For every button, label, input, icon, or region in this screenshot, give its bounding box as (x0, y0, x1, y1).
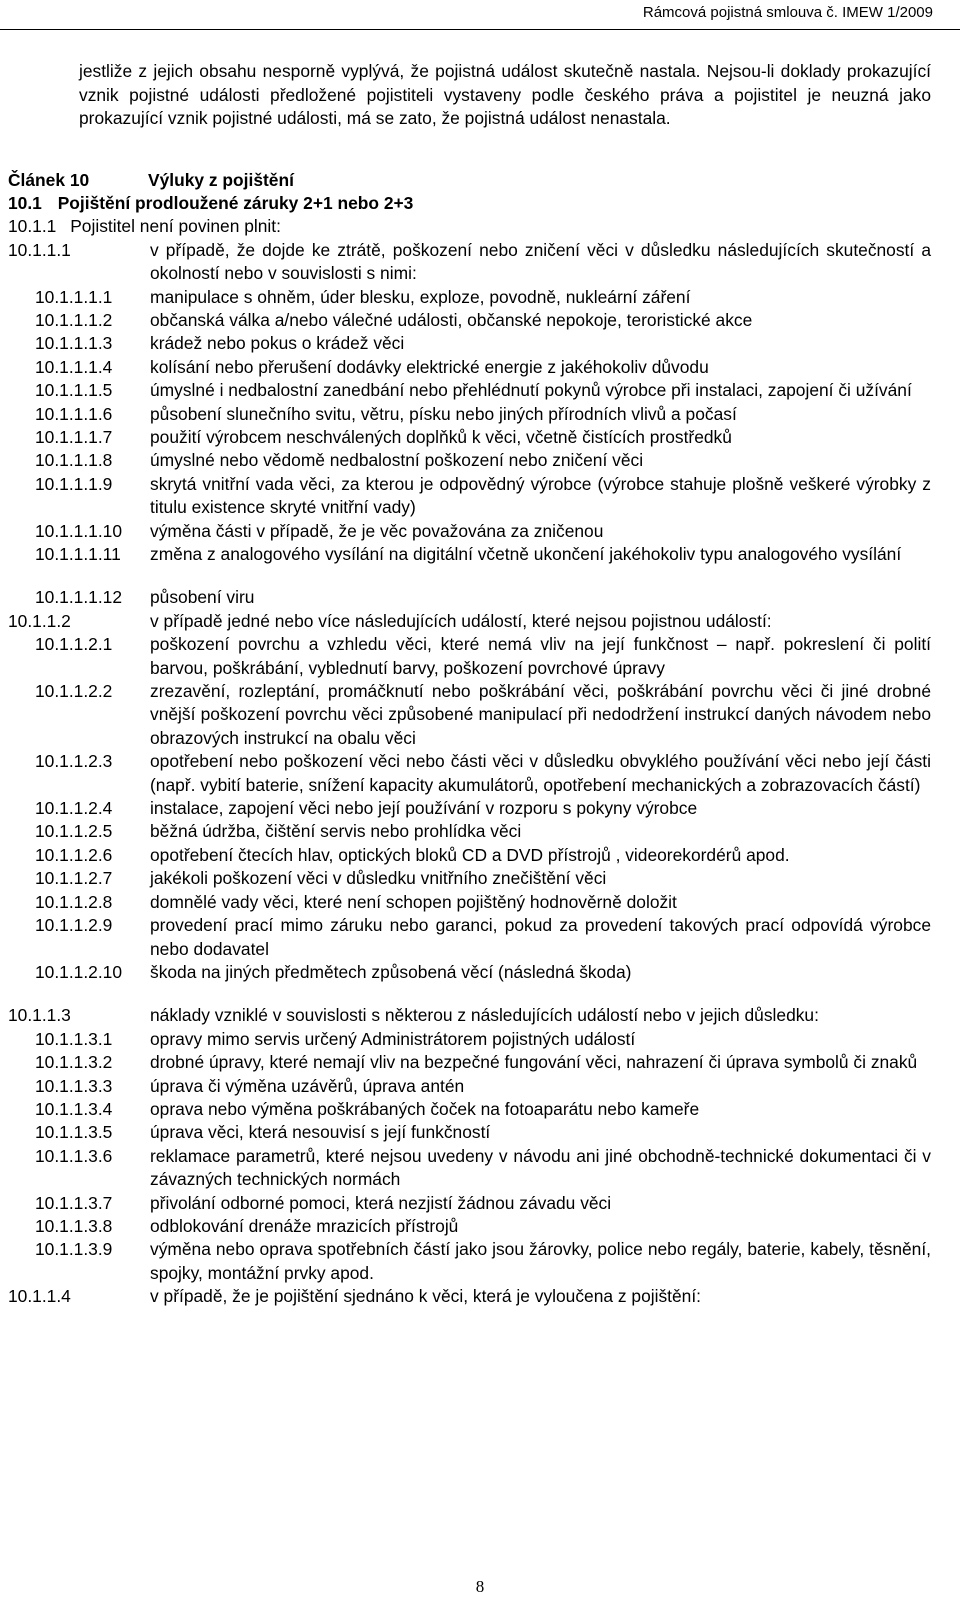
exclusion-item (0, 1238, 960, 1285)
document-header-title: Rámcová pojistná smlouva č. IMEW 1/2009 (642, 4, 933, 21)
item-number: 10.1.1.3.6 (35, 1145, 113, 1166)
exclusion-item (0, 610, 960, 633)
exclusion-item (0, 1098, 960, 1121)
exclusion-item (0, 797, 960, 820)
item-text: krádež nebo pokus o krádež věci (150, 333, 405, 354)
exclusion-item (0, 426, 960, 449)
item-text: opravy mimo servis určený Administrátorem pojistných událostí (150, 1028, 636, 1049)
item-text: odblokování drenáže mrazicích přístrojů (150, 1215, 459, 1236)
section-title: Pojištění prodloužené záruky 2+1 nebo 2+3 (57, 192, 414, 213)
item-text: běžná údržba, čištění servis nebo prohlídka věci (150, 821, 522, 842)
item-number: 10.1.1.2.4 (35, 798, 113, 819)
item-number: 10.1.1.1.6 (35, 403, 113, 424)
exclusion-item (0, 403, 960, 426)
item-number: 10.1.1.3.8 (35, 1215, 113, 1236)
exclusion-item (0, 750, 960, 797)
item-text: instalace, zapojení věci nebo její používání v rozporu s pokyny výrobce (150, 798, 698, 819)
exclusion-item (0, 820, 960, 843)
item-number: 10.1.1.1.3 (35, 333, 113, 354)
item-number: 10.1.1.2.9 (35, 915, 113, 936)
exclusion-item (0, 844, 960, 867)
item-text: opotřebení čtecích hlav, optických bloků CD a DVD přístrojů , videorekordérů apod. (150, 844, 790, 865)
exclusion-item (0, 520, 960, 543)
exclusion-item (0, 1192, 960, 1215)
item-number: 10.1.1.2 (8, 610, 71, 631)
exclusion-item (0, 1285, 960, 1308)
exclusion-item (0, 356, 960, 379)
item-number: 10.1.1.1.7 (35, 426, 113, 447)
item-number: 10.1.1.2.8 (35, 891, 113, 912)
item-number: 10.1.1.1.10 (35, 520, 123, 541)
item-number: 10.1.1.1.8 (35, 450, 113, 471)
item-text: úprava či výměna uzávěrů, úprava antén (150, 1075, 465, 1096)
item-number: 10.1.1.1.11 (35, 544, 121, 564)
item-text: působení slunečního svitu, větru, písku nebo jiných přírodních vlivů a počasí (150, 403, 737, 424)
item-text: použití výrobcem neschválených doplňků k věci, včetně čistících prostředků (150, 426, 732, 447)
item-text: zrezavění, rozleptání, promáčknutí nebo poškrábání věci, poškrábání povrchu věci či jiné drobné vnější poškození povrchu věci způsobené manipulací při nedodržení instrukcí daných návodem nebo obrazových instrukcí na obalu věci (150, 681, 931, 748)
item-text: úprava věci, která nesouvisí s její funkčností (150, 1122, 491, 1143)
exclusion-item (0, 1145, 960, 1192)
item-number: 10.1.1.3.1 (35, 1028, 113, 1049)
item-text: přivolání odborné pomoci, která nezjistí žádnou závadu věci (150, 1192, 612, 1213)
page-number: 8 (475, 1577, 485, 1596)
item-text: úmyslné nebo vědomě nedbalostní poškození nebo zničení věci (150, 450, 644, 471)
item-number: 10.1.1.3.9 (35, 1239, 113, 1260)
item-number: 10.1.1.3.4 (35, 1098, 113, 1119)
item-number: 10.1.1.3.2 (35, 1052, 113, 1073)
exclusion-item (0, 586, 960, 609)
exclusion-item (0, 891, 960, 914)
item-text: drobné úpravy, které nemají vliv na bezpečné fungování věci, nahrazení či úprava symbolů či znaků (150, 1052, 918, 1073)
item-number: 10.1.1.2.2 (35, 681, 113, 702)
item-number: 10.1.1.3 (8, 1005, 71, 1026)
item-number: 10.1.1.1.4 (35, 356, 113, 377)
exclusion-item (0, 1215, 960, 1238)
item-number: 10.1.1.1 (8, 239, 71, 260)
item-text: výměna části v případě, že je věc považována za zničenou (150, 520, 604, 541)
item-number: 10.1.1.1.2 (35, 309, 113, 330)
article-label: Článek 10 (8, 169, 90, 190)
item-text: v případě jedné nebo více následujících událostí, které nejsou pojistnou událostí: (150, 610, 772, 631)
section-heading (8, 192, 960, 215)
item-number: 10.1.1.3.5 (35, 1122, 113, 1143)
exclusion-item (0, 1121, 960, 1144)
item-text: poškození povrchu a vzhledu věci, které nemá vliv na její funkčnost – např. pokreslení či polití barvou, poškrábání, vyblednutí barvy, poškození povrchové úpravy (150, 634, 931, 678)
exclusion-item (0, 867, 960, 890)
item-text: náklady vzniklé v souvislosti s některou z následujících událostí nebo v jejich důsledku: (150, 1005, 819, 1026)
item-number: 10.1.1.3.7 (35, 1192, 113, 1213)
item-text: kolísání nebo přerušení dodávky elektrické energie z jakéhokoliv důvodu (150, 356, 709, 377)
exclusion-item (0, 543, 960, 566)
item-text: v případě, že dojde ke ztrátě, poškození nebo zničení věci v důsledku následujících skutečností a okolností nebo v souvislosti s nimi: (150, 239, 931, 284)
item-number: 10.1.1.1.12 (35, 587, 123, 608)
item-text: působení viru (150, 587, 255, 608)
item-number: 10.1.1.4 (8, 1286, 71, 1307)
item-number: 10.1.1.1.5 (35, 380, 113, 401)
item-text: domnělé vady věci, které není schopen pojištěný hodnověrně doložit (150, 891, 677, 912)
spacer (0, 566, 960, 586)
item-text: změna z analogového vysílání na digitální včetně ukončení jakéhokoliv typu analogového vysílání (150, 544, 902, 564)
exclusion-item (0, 633, 960, 680)
item-text: manipulace s ohněm, úder blesku, exploze, povodně, nukleární záření (150, 286, 691, 307)
intro-paragraph: jestliže z jejich obsahu nesporně vyplývá, že pojistná událost skutečně nastala. Nejsou-li doklady prokazující vznik pojistné události předložené pojistiteli vystaveny podle českého práva a pojistitel je neuzná jako prokazující vznik pojistné události, má se zato, že pojistná událost nenastala. (79, 61, 931, 128)
exclusion-list (0, 239, 960, 1309)
subsection-heading (8, 215, 960, 238)
exclusion-item (0, 961, 960, 984)
item-number: 10.1.1.1.9 (35, 473, 113, 494)
exclusion-item (0, 379, 960, 402)
item-text: provedení prací mimo záruku nebo garanci, pokud za provedení takových prací odpovídá výrobce nebo dodavatel (150, 915, 931, 959)
item-number: 10.1.1.3.3 (35, 1075, 113, 1096)
item-number: 10.1.1.1.1 (35, 286, 113, 307)
item-text: občanská válka a/nebo válečné události, občanské nepokoje, teroristické akce (150, 309, 753, 330)
section-number: 10.1 (8, 192, 42, 213)
exclusion-item (0, 332, 960, 355)
item-number: 10.1.1.2.6 (35, 844, 113, 865)
exclusion-item (0, 286, 960, 309)
article-title: Výluky z pojištění (148, 169, 294, 190)
item-text: skrytá vnitřní vada věci, za kterou je odpovědný výrobce (výrobce stahuje plošně veškeré výrobky z titulu existence skryté vnitřní vady) (150, 473, 931, 518)
exclusion-item (0, 1051, 960, 1074)
exclusion-item (0, 449, 960, 472)
document-body (0, 60, 960, 1309)
exclusion-item (0, 309, 960, 332)
article-heading (8, 169, 960, 192)
item-number: 10.1.1.2.3 (35, 751, 113, 772)
subsection-number: 10.1.1 (8, 216, 57, 237)
item-text: výměna nebo oprava spotřebních částí jako jsou žárovky, police nebo regály, baterie, kabely, těsnění, spojky, montážní prvky apod. (150, 1239, 931, 1283)
exclusion-item (0, 1028, 960, 1051)
exclusion-item (0, 239, 960, 286)
exclusion-item (0, 473, 960, 520)
spacer (0, 984, 960, 1004)
exclusion-item (0, 1075, 960, 1098)
item-text: v případě, že je pojištění sjednáno k věci, která je vyloučena z pojištění: (150, 1286, 702, 1307)
exclusion-item (0, 1004, 960, 1027)
item-number: 10.1.1.2.1 (35, 634, 113, 655)
subsection-text: Pojistitel není povinen plnit: (70, 216, 281, 237)
item-number: 10.1.1.2.7 (35, 868, 113, 889)
item-text: reklamace parametrů, které nejsou uvedeny v návodu ani jiné obchodně-technické dokumentaci či v závazných technických normách (150, 1145, 931, 1190)
exclusion-item (0, 680, 960, 750)
item-text: opotřebení nebo poškození věci nebo části věci v důsledku obvyklého používání věci nebo její části (např. vybití baterie, snížení kapacity akumulátorů, opotřebení mechanických a zobrazovacích částí) (150, 751, 931, 795)
item-text: jakékoli poškození věci v důsledku vnitřního znečištění věci (150, 868, 607, 889)
item-text: úmyslné i nedbalostní zanedbání nebo přehlédnutí pokynů výrobce při instalaci, zapojení či užívání (150, 380, 912, 401)
exclusion-item (0, 914, 960, 961)
item-text: oprava nebo výměna poškrábaných čoček na fotoaparátu nebo kameře (150, 1098, 700, 1119)
item-number: 10.1.1.2.10 (35, 961, 123, 982)
item-number: 10.1.1.2.5 (35, 821, 113, 842)
item-text: škoda na jiných předmětech způsobená věcí (následná škoda) (150, 961, 632, 982)
